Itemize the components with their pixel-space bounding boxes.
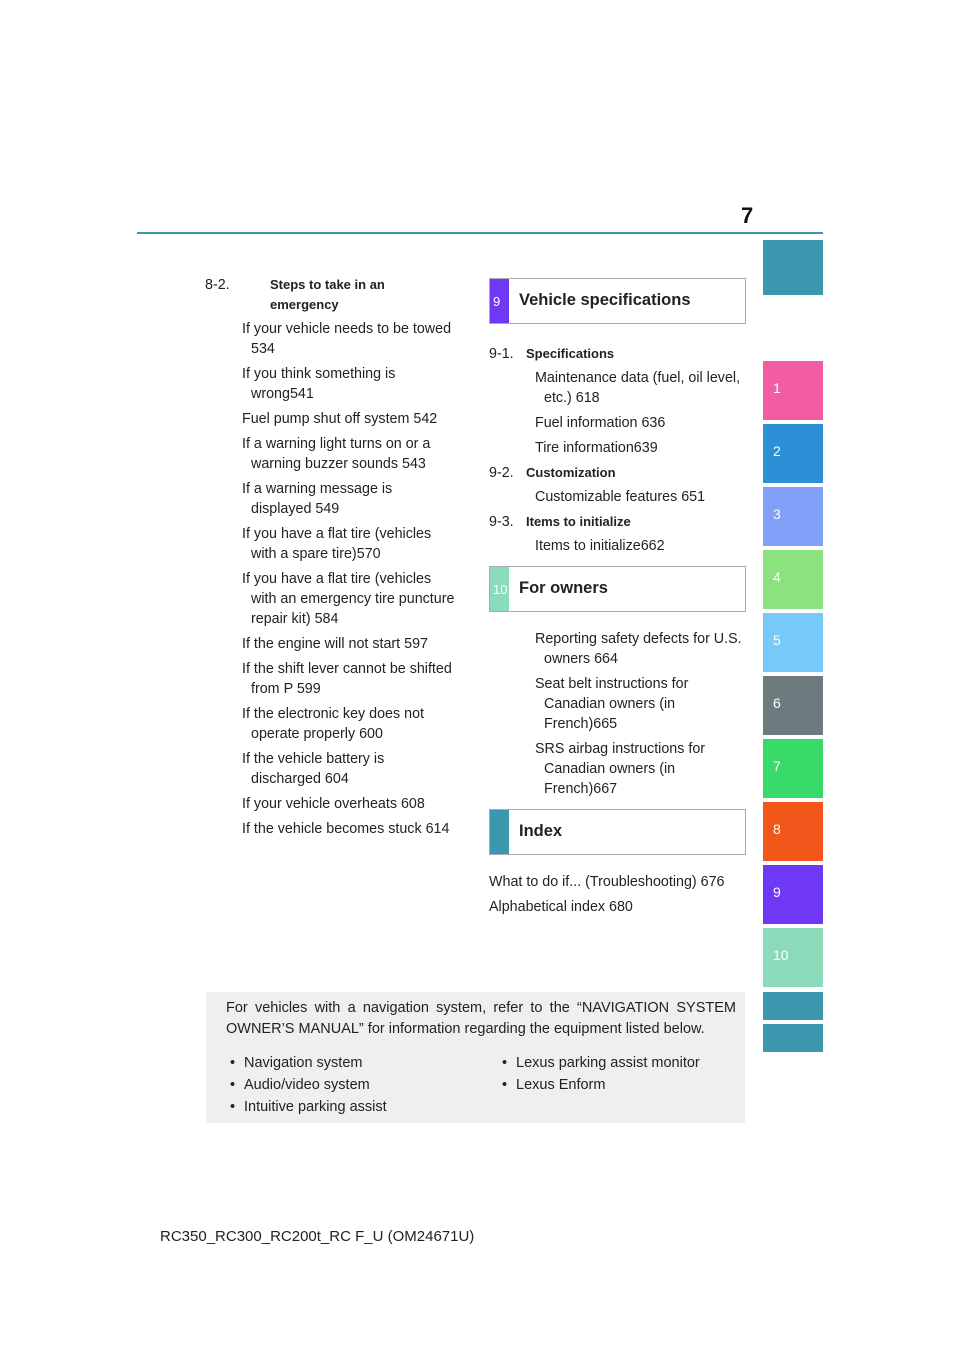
entry-page: 604 — [324, 771, 349, 787]
toc-entry[interactable] — [489, 897, 746, 917]
entry-text: Items to initialize — [535, 538, 641, 554]
entry-text: Customizable features — [535, 489, 682, 505]
chapter-tab-9[interactable] — [763, 865, 823, 924]
toc-entry[interactable] — [242, 704, 455, 744]
chapter-tab-label: 6 — [773, 695, 781, 711]
entry-text: If the electronic key does not operate properly — [242, 706, 424, 742]
info-text: For vehicles with a navigation system, refer to the “NAVIGATION SYSTEM OWNER’S MANUAL” for information regarding the equipment listed below. — [226, 1000, 736, 1037]
entry-page: 618 — [575, 390, 600, 406]
toc-entry[interactable] — [535, 739, 746, 799]
entry-page: 665 — [593, 716, 618, 732]
toc-entry[interactable] — [242, 794, 455, 814]
toc-entry[interactable] — [535, 674, 746, 734]
index-badge — [490, 810, 509, 854]
entry-page: 600 — [359, 726, 383, 742]
toc-entry[interactable] — [489, 872, 746, 892]
entry-page: 599 — [296, 681, 321, 697]
index-list — [489, 872, 746, 917]
toc-entry[interactable] — [242, 634, 455, 654]
section-number: 9-3. — [489, 514, 514, 530]
chapter-tab-3[interactable] — [763, 487, 823, 546]
toc-entry[interactable] — [242, 749, 455, 789]
entry-page: 636 — [641, 415, 666, 431]
left-column — [190, 275, 455, 844]
page-number: 7 — [741, 203, 754, 228]
entry-text: Seat belt instructions for Canadian owners (in French) — [535, 676, 689, 732]
entry-page: 667 — [593, 781, 618, 797]
index-title: Index — [519, 822, 563, 840]
section-header — [190, 275, 455, 315]
entry-text: If a warning light turns on or a warning buzzer sounds — [242, 436, 431, 472]
chapter-tab-label: 3 — [773, 506, 781, 522]
entry-text: If you have a flat tire (vehicles with a spare tire) — [242, 526, 432, 562]
toc-entry[interactable] — [242, 819, 455, 839]
entry-text: If the shift lever cannot be shifted from P — [242, 661, 452, 697]
entry-page: 541 — [289, 386, 314, 402]
index-box[interactable] — [489, 809, 746, 855]
section-header — [489, 344, 746, 364]
bullet-item: • Lexus parking assist monitor — [502, 1052, 700, 1074]
bullet-item: • Navigation system — [230, 1052, 387, 1074]
toc-entry[interactable] — [535, 536, 746, 556]
entry-page: 608 — [400, 796, 425, 812]
section-title: Items to initialize — [526, 514, 631, 529]
toc-entry[interactable] — [242, 659, 455, 699]
chapter-tab-7[interactable] — [763, 739, 823, 798]
toc-entry[interactable] — [242, 409, 455, 429]
chapter-tab-label: 4 — [773, 569, 781, 585]
chapter-tab-label: 5 — [773, 632, 781, 648]
toc-entry[interactable] — [242, 319, 455, 359]
section-header — [489, 512, 746, 532]
entry-page: 534 — [251, 341, 275, 357]
chapter-tab-label: 8 — [773, 821, 781, 837]
chapter-9-title: Vehicle specifications — [519, 291, 691, 309]
chapter-9-badge: 9 — [490, 279, 509, 323]
chapter-tab-8[interactable] — [763, 802, 823, 861]
entry-page: 549 — [315, 501, 340, 517]
entry-text: Fuel information — [535, 415, 642, 431]
header-rule — [137, 232, 823, 234]
chapter-10-title: For owners — [519, 579, 608, 597]
entry-page: 651 — [681, 489, 706, 505]
bullet-item: • Audio/video system — [230, 1074, 387, 1096]
chapter-9-box[interactable] — [489, 278, 746, 324]
entry-page: 543 — [402, 456, 426, 472]
entry-text: Alphabetical index — [489, 899, 610, 915]
chapter-9-sections — [489, 344, 746, 556]
chapter-tab-6[interactable] — [763, 676, 823, 735]
entry-page: 676 — [700, 874, 725, 890]
chapter-tab-label: 10 — [773, 947, 789, 963]
entry-text: If your vehicle needs to be towed — [242, 321, 452, 337]
entry-text: If a warning message is displayed — [242, 481, 393, 517]
entry-page: 597 — [404, 636, 428, 652]
toc-entry[interactable] — [535, 629, 746, 669]
entry-text: Tire information — [535, 440, 634, 456]
section-title: Customization — [526, 465, 616, 480]
toc-entry[interactable] — [535, 487, 746, 507]
chapter-tab-label: 1 — [773, 380, 781, 396]
chapter-tab-10[interactable] — [763, 928, 823, 987]
toc-entry[interactable] — [535, 438, 746, 458]
section-title: Steps to take in an emergency — [270, 277, 385, 312]
bullet-item: • Intuitive parking assist — [230, 1096, 387, 1118]
info-box — [206, 992, 745, 1123]
chapter-tab-5[interactable] — [763, 613, 823, 672]
bullet-list-left — [230, 1052, 387, 1118]
entry-page: 584 — [314, 611, 339, 627]
chapter-tab-1[interactable] — [763, 361, 823, 420]
section-number: 9-2. — [489, 465, 514, 481]
chapter-tab-blank-11[interactable] — [763, 992, 823, 1020]
entry-text: Maintenance data (fuel, oil level, etc.) — [535, 370, 741, 406]
section-number: 9-1. — [489, 346, 514, 362]
entry-page: 542 — [413, 411, 438, 427]
section-title: Specifications — [526, 346, 615, 361]
chapter-tab-4[interactable] — [763, 550, 823, 609]
toc-entry[interactable] — [535, 368, 746, 408]
owners-list — [489, 629, 746, 799]
toc-entry[interactable] — [535, 413, 746, 433]
entry-page: 662 — [640, 538, 665, 554]
entry-text: What to do if... (Troubleshooting) — [489, 874, 701, 890]
footer: RC350_RC300_RC200t_RC F_U (OM24671U) — [160, 1228, 475, 1245]
right-column — [489, 278, 746, 922]
entry-page: 639 — [633, 440, 658, 456]
chapter-10-box[interactable] — [489, 566, 746, 612]
chapter-tab-blank-12[interactable] — [763, 1024, 823, 1052]
chapter-10-badge: 10 — [490, 567, 509, 611]
entry-text: If you think something is wrong — [242, 366, 396, 402]
bullet-list-right — [502, 1052, 700, 1096]
chapter-tab-2[interactable] — [763, 424, 823, 483]
entry-text: If the vehicle battery is discharged — [242, 751, 385, 787]
section-number: 8-2. — [205, 277, 230, 293]
toc-entry[interactable] — [242, 434, 455, 474]
toc-entry[interactable] — [242, 524, 455, 564]
entry-text: Fuel pump shut off system — [242, 411, 414, 427]
entry-page: 680 — [609, 899, 633, 915]
entry-page: 570 — [356, 546, 381, 562]
entry-text: If your vehicle overheats — [242, 796, 401, 812]
toc-entry[interactable] — [242, 479, 455, 519]
chapter-tab-blank-0[interactable] — [763, 240, 823, 295]
chapter-tab-label: 2 — [773, 443, 781, 459]
entry-page: 664 — [594, 651, 618, 667]
bullet-item: • Lexus Enform — [502, 1074, 700, 1096]
toc-entry[interactable] — [242, 569, 455, 629]
entry-text: If the vehicle becomes stuck — [242, 821, 426, 837]
entry-text: If the engine will not start — [242, 636, 405, 652]
entry-text: If you have a flat tire (vehicles with an emergency tire puncture repair kit) — [242, 571, 455, 627]
toc-list — [190, 319, 455, 839]
entry-text: SRS airbag instructions for Canadian owners (in French) — [535, 741, 706, 797]
entry-page: 614 — [425, 821, 450, 837]
chapter-tab-label: 9 — [773, 884, 781, 900]
chapter-tab-label: 7 — [773, 758, 781, 774]
section-header — [489, 463, 746, 483]
toc-entry[interactable] — [242, 364, 455, 404]
entry-text: Reporting safety defects for U.S. owners — [535, 631, 742, 667]
